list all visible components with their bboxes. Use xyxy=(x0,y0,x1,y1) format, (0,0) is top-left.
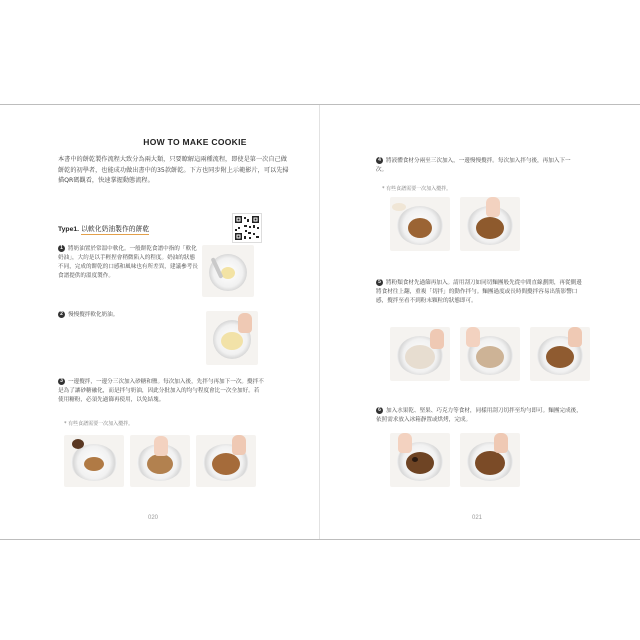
step-text: 慢慢攪拌軟化奶油。 xyxy=(68,312,119,318)
mixture xyxy=(212,453,240,475)
step-3-photo-2 xyxy=(130,435,190,487)
step-text: 加入水果乾、堅果、巧克力等食材，同樣用刮刀切拌至均勻即可。麵團完成後，依照需求放入冰箱靜置或烘烤，完成。 xyxy=(376,408,582,423)
step-number: 6 xyxy=(376,407,383,414)
egg xyxy=(392,203,406,211)
step-text: 將液體食材分兩至三次加入，一邊慢慢攪拌。每次加入拌勻後，再加入下一次。 xyxy=(376,158,571,173)
step-5-photo-1 xyxy=(390,327,450,381)
intro-paragraph: 本書中的餅乾製作流程大致分為兩大類，只要瞭解這兩種流程，即使是第一次自己做餅乾的初學者，也能成功做出書中的35款餅乾。下方也同步附上示範影片，可以先掃描QR碼觀看，快速掌握動態流程。 xyxy=(58,156,289,184)
mixture xyxy=(408,218,432,238)
left-page xyxy=(0,105,319,539)
dough-with-nuts xyxy=(406,452,434,474)
step-1 xyxy=(58,245,198,281)
hand xyxy=(154,436,168,456)
step-4-photo-1 xyxy=(390,197,450,251)
right-page xyxy=(320,105,640,539)
step-6 xyxy=(376,407,582,425)
hand xyxy=(568,327,582,347)
step-6-photo-1 xyxy=(390,433,450,487)
dough xyxy=(476,346,504,368)
step-3-note: * 有些食譜需要一次加入攪拌。 xyxy=(64,421,134,427)
book-spread xyxy=(0,104,640,540)
step-2 xyxy=(58,311,198,320)
step-5-photo-2 xyxy=(460,327,520,381)
step-text: 一邊攪拌，一邊分三次加入砂糖和鹽。每次加入後，先拌勻再加下一次。攪拌不是為了讓砂糖融化，而是拌勻奶油，因此分批加入的均勻程度會比一次全加好。若使用糖粉，必須先過篩再使用，以免結塊。 xyxy=(58,379,264,403)
step-number: 3 xyxy=(58,378,65,385)
hand xyxy=(494,433,508,453)
step-4-note: * 有些食譜需要一次加入攪拌。 xyxy=(382,186,452,192)
step-5 xyxy=(376,279,582,306)
butter xyxy=(221,267,235,279)
butter xyxy=(221,332,243,350)
hand xyxy=(398,433,412,453)
finished-dough xyxy=(475,451,505,475)
hand xyxy=(486,197,500,217)
chocolate xyxy=(412,457,418,462)
hand xyxy=(466,327,480,347)
dough xyxy=(546,346,574,368)
step-3-photo-1 xyxy=(64,435,124,487)
step-5-photo-3 xyxy=(530,327,590,381)
step-number: 2 xyxy=(58,311,65,318)
qr-code-icon[interactable] xyxy=(232,213,262,243)
step-number: 4 xyxy=(376,157,383,164)
page-title: HOW TO MAKE COOKIE xyxy=(143,137,247,147)
step-4-photo-2 xyxy=(460,197,520,251)
step-1-photo xyxy=(202,245,254,297)
type-label: Type1. xyxy=(58,226,80,233)
step-3-photo-3 xyxy=(196,435,256,487)
step-3 xyxy=(58,378,264,405)
sugar xyxy=(84,457,104,471)
hand xyxy=(238,313,252,333)
step-4 xyxy=(376,157,576,175)
spoonful xyxy=(72,439,84,449)
type-heading xyxy=(58,223,149,233)
step-number: 1 xyxy=(58,245,65,252)
mixture xyxy=(147,454,173,474)
hand xyxy=(430,329,444,349)
mixture xyxy=(476,217,504,239)
step-text: 將奶油置於常溫中軟化。一般餅乾食譜中指的「軟化奶油」，大約是以手輕捏會稍微陷入的程度。奶油的狀態不同，完成的餅乾的口感和風味也有所差異，建議參考長食譜提供的溫度製作。 xyxy=(58,246,198,279)
page-number-right: 021 xyxy=(472,515,483,521)
hand xyxy=(232,435,246,455)
step-number: 5 xyxy=(376,279,383,286)
step-6-photo-2 xyxy=(460,433,520,487)
step-text: 將粉類食材先過篩再加入。請用刮刀如同切麵團般先從中間直線劃開，再從側邊將食材往上翻，重複「切拌」的動作拌勻。麵團過度或長時間攪拌容易出筋影響口感，攪拌至看不到粉末顆粒的狀態即可。 xyxy=(376,280,582,304)
type-text: 以軟化奶油製作的餅乾 xyxy=(81,225,150,233)
step-2-photo xyxy=(206,311,258,365)
flour xyxy=(405,345,435,369)
page-number-left: 020 xyxy=(148,515,159,521)
